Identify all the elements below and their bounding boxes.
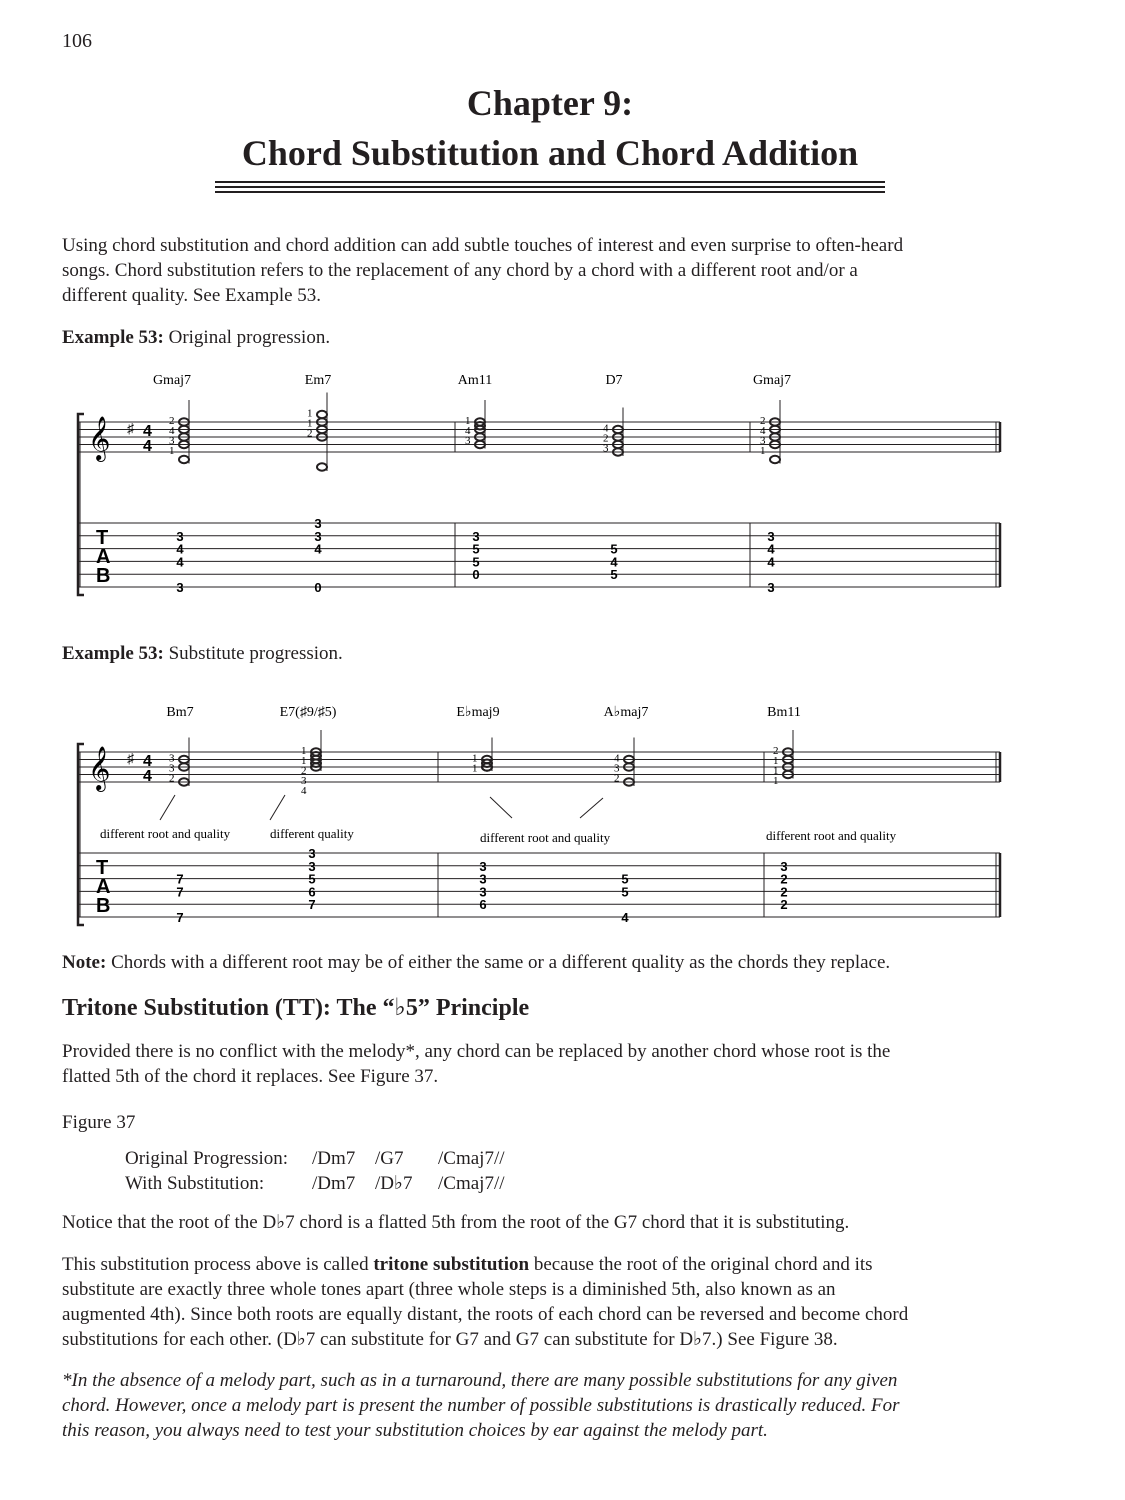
tab-fret-number: 4 (610, 554, 618, 570)
tab-fret-number: 3 (780, 858, 788, 874)
note-text: Chords with a different root may be of either the same or a different quality as the chords they replace. (106, 952, 891, 973)
notice-paragraph: Notice that the root of the D♭7 chord is a flatted 5th from the root of the G7 chord that it is substituting. (62, 1212, 850, 1233)
fingering-number: 1 (773, 755, 779, 767)
chord-name: A♭maj7 (603, 705, 649, 720)
tritone-paragraph: Provided there is no conflict with the melody*, any chord can be replaced by another chord whose root is the flatted 5th of the chord it replaces. See Figure 37. (62, 1041, 891, 1087)
annotation-arrow (490, 797, 512, 818)
tab-fret-number: 5 (472, 541, 480, 557)
tab-fret-number: 4 (314, 541, 322, 557)
fingering-number: 1 (773, 765, 779, 777)
tab-fret-number: 3 (176, 580, 184, 595)
body-text (62, 950, 1062, 1443)
annotation-text: different root and quality (100, 826, 231, 841)
tab-fret-number: 0 (472, 567, 480, 583)
chord-name: Gmaj7 (752, 373, 792, 388)
tab-fret-number: 3 (767, 580, 775, 595)
time-signature-top: 4 (143, 423, 152, 440)
fingering-number: 3 (614, 762, 620, 775)
note-paragraph (62, 950, 1062, 975)
fingering-number: 2 (301, 765, 307, 777)
fingering-number: 4 (301, 785, 307, 797)
fingering-number: 1 (301, 755, 307, 767)
tab-clef-icon: B (96, 565, 111, 587)
time-signature-bottom: 4 (143, 768, 152, 785)
fingering-number: 1 (307, 417, 313, 430)
annotation-text: different quality (270, 826, 354, 841)
tab-clef-icon: T (96, 527, 109, 549)
chapter-number: Chapter 9: (466, 83, 634, 123)
fingering-number: 3 (465, 435, 471, 447)
tab-fret-number: 0 (314, 580, 322, 595)
system-bracket (78, 744, 84, 925)
note-label: Note: (62, 952, 107, 973)
annotation-arrow (160, 795, 175, 820)
tab-fret-number: 3 (767, 528, 775, 544)
tab-fret-number: 7 (176, 910, 184, 925)
system-bracket (78, 414, 84, 595)
fingering-number: 2 (603, 432, 609, 445)
tab-fret-number: 5 (610, 541, 618, 557)
figure-label: Figure 37 (62, 1112, 136, 1133)
fingering-number: 3 (301, 775, 307, 787)
bold-term: tritone substitution (373, 1254, 530, 1275)
chord-name: D7 (605, 373, 623, 388)
tab-fret-number: 3 (479, 871, 487, 887)
tab-fret-number: 3 (479, 858, 487, 874)
tab-fret-number: 5 (308, 871, 316, 887)
tab-fret-number: 3 (479, 884, 487, 900)
fingering-number: 3 (169, 752, 175, 765)
tab-fret-number: 5 (472, 554, 480, 570)
page-number: 106 (62, 30, 92, 52)
fingering-number: 2 (307, 427, 313, 440)
figure-37 (125, 1146, 1062, 1196)
fingering-number: 1 (307, 407, 313, 420)
explanation-paragraph: This substitution process above is called tritone substitution because the root of the original chord and its substitute are exactly three whole tones apart (three whole steps is a diminished 5th, also known as an augmented 4th). Since both roots are equally distant, the roots of each chord can be reversed and become chord substitutions for each other. (D♭7 can substitute for G7 and G7 can substitute for D♭7.) See Figure 38. (62, 1254, 909, 1350)
fingering-number: 3 (169, 435, 175, 447)
chord-name: Gmaj7 (152, 373, 192, 388)
notehead (317, 411, 327, 418)
tab-fret-number: 3 (314, 516, 322, 531)
tab-fret-number: 5 (610, 567, 618, 583)
fingering-number: 2 (169, 415, 175, 427)
fingering-number: 1 (169, 445, 175, 457)
chord-name: Em7 (304, 373, 332, 388)
chord-name: E♭maj9 (456, 705, 500, 720)
tab-fret-number: 6 (308, 884, 316, 900)
annotation-text: different root and quality (480, 830, 611, 845)
tab-fret-number: 7 (176, 871, 184, 887)
treble-clef-icon: 𝄞 (88, 746, 111, 790)
fingering-number: 2 (169, 772, 175, 785)
fingering-number: 4 (614, 752, 620, 765)
time-signature-bottom: 4 (143, 438, 152, 455)
tab-fret-number: 2 (780, 884, 788, 900)
notehead (317, 463, 327, 470)
fingering-number: 2 (614, 772, 620, 785)
fingering-number: 3 (603, 442, 609, 455)
fingering-number: 3 (169, 762, 175, 775)
tab-fret-number: 4 (767, 541, 775, 557)
example-label: Example 53: (62, 327, 164, 348)
fingering-number: 1 (472, 762, 478, 775)
tab-fret-number: 3 (314, 528, 322, 544)
annotation-text: different root and quality (766, 828, 897, 843)
tab-fret-number: 3 (308, 858, 316, 874)
example-label: Example 53: (62, 643, 164, 664)
tab-clef-icon: A (96, 546, 111, 568)
tab-fret-number: 5 (621, 871, 629, 887)
figure-row: With Substitution: /Dm7 /D♭7 /Cmaj7// (125, 1173, 505, 1194)
intro-paragraph: Using chord substitution and chord addition can add subtle touches of interest and even surprise to often-heard songs. Chord substitution refers to the replacement of any chord by a chord with a different root and/or a different quality. See Example 53. (62, 235, 904, 306)
fingering-number: 4 (169, 425, 175, 437)
sharp-key-signature: ♯ (127, 422, 134, 437)
footnote: *In the absence of a melody part, such as in a turnaround, there are many possible substitutions for any given chord. However, once a melody part is present the number of possible substitutions is drastically reduced. For this reason, you always need to test your substitution choices by ear against the melody part. (62, 1370, 900, 1441)
sharp-key-signature: ♯ (127, 752, 134, 767)
tab-fret-number: 5 (621, 884, 629, 900)
tab-fret-number: 4 (176, 554, 184, 570)
notehead (179, 456, 189, 463)
fingering-number: 1 (760, 445, 766, 457)
tab-fret-number: 6 (479, 897, 487, 913)
notehead (770, 456, 780, 463)
fingering-number: 1 (773, 775, 779, 787)
tab-fret-number: 7 (308, 897, 316, 913)
chord-name: Bm7 (166, 705, 194, 720)
tab-fret-number: 7 (176, 884, 184, 900)
tab-clef-icon: T (96, 857, 109, 879)
time-signature-top: 4 (143, 753, 152, 770)
tab-fret-number: 4 (621, 910, 629, 925)
fingering-number: 4 (603, 422, 609, 435)
fingering-number: 4 (465, 425, 471, 437)
tab-fret-number: 3 (176, 528, 184, 544)
tab-clef-icon: A (96, 876, 111, 898)
fingering-number: 3 (760, 435, 766, 447)
tab-fret-number: 3 (308, 846, 316, 861)
fingering-number: 4 (760, 425, 766, 437)
section-heading: Tritone Substitution (TT): The “♭5” Principle (62, 995, 530, 1021)
chapter-title: Chord Substitution and Chord Addition (241, 133, 859, 173)
tab-fret-number: 4 (176, 541, 184, 557)
chord-name: Bm11 (767, 705, 801, 720)
treble-clef-icon: 𝄞 (88, 416, 111, 460)
chord-name: Am11 (457, 373, 493, 388)
tab-fret-number: 2 (780, 897, 788, 913)
fingering-number: 1 (472, 752, 478, 765)
fingering-number: 1 (465, 415, 471, 427)
tab-fret-number: 2 (780, 871, 788, 887)
example-caption-text: Substitute progression. (163, 643, 343, 664)
example-caption-text: Original progression. (163, 327, 331, 348)
tab-fret-number: 3 (472, 528, 480, 544)
tab-fret-number: 4 (767, 554, 775, 570)
figure-row: Original Progression: /Dm7 /G7 /Cmaj7// (125, 1148, 505, 1169)
fingering-number: 1 (301, 745, 307, 757)
annotation-arrow (580, 798, 603, 818)
fingering-number: 2 (773, 745, 779, 757)
annotation-arrow (270, 795, 285, 820)
fingering-number: 2 (760, 415, 766, 427)
tab-clef-icon: B (96, 895, 111, 917)
chord-name: E7(♯9/♯5) (279, 705, 337, 720)
